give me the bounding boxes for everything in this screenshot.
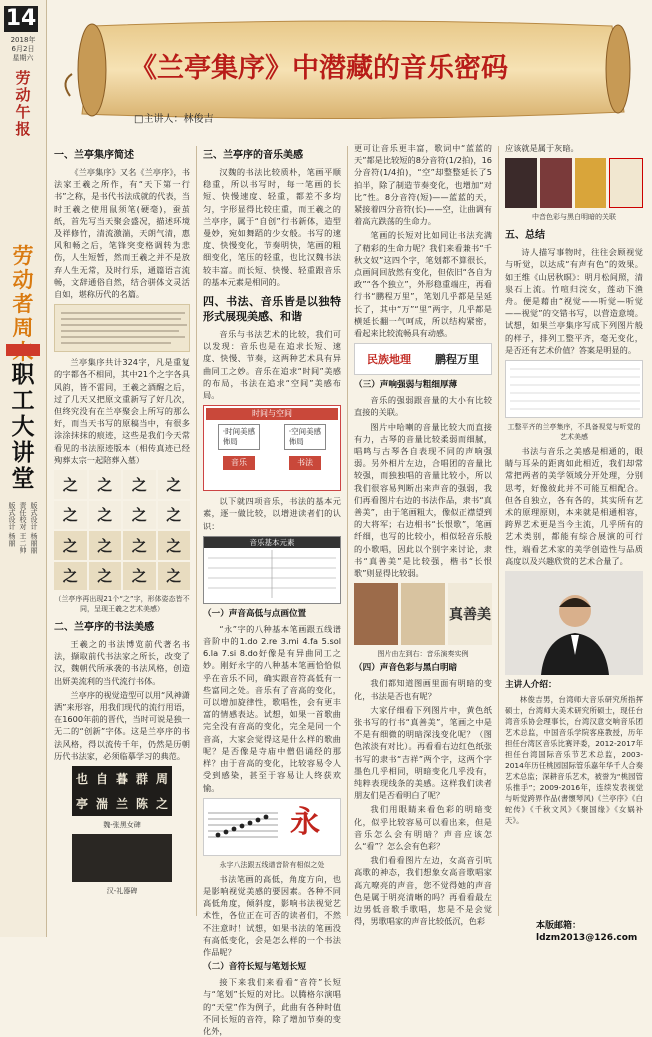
zhi-character-tile: 之 xyxy=(54,470,87,499)
column-divider xyxy=(347,146,348,916)
column-divider xyxy=(498,146,499,916)
calligraphy-scroll-image xyxy=(54,304,190,352)
bio-label: 主讲人介绍： xyxy=(505,680,557,691)
image-caption: 魏-张黑女碑 xyxy=(103,821,141,830)
image-caption: （兰亭序再出现21个“之”字，形体姿态皆不同，呈现王羲之艺术美感） xyxy=(54,595,190,614)
calligraphy-sample: 民族地理 xyxy=(367,353,411,367)
paragraph: 大家仔细看下列图片中，黄色纸张书写的行书“真善美”，笔画之中是不是有细微的明暗深浅变化呢？（图色浓淡有对比）。再看看右边红色纸张书写的隶书“吉祥”两个字，这两个字墨色几乎相同，明暗变化几乎没有，纯粹表现线条的美感。这样我们读者朋友们是否看明白了呢？ xyxy=(354,704,492,801)
table-header: 音乐基本元素 xyxy=(204,537,340,548)
time-space-diagram xyxy=(203,405,341,491)
paragraph: 以下就四项音乐，书法的基本元素，逐一做比较，以增进读者们的认识： xyxy=(203,496,341,531)
title-banner xyxy=(52,12,640,130)
neat-lanting-grid xyxy=(505,360,643,418)
rubbing-char: 也 xyxy=(75,772,88,787)
column-divider xyxy=(196,146,197,916)
zhi-character-tile: 之 xyxy=(89,531,122,560)
diagram-right-box: ·空间美感 佈局 xyxy=(284,424,326,450)
paragraph: 应该就是属于灰暗。 xyxy=(505,143,579,153)
rubbing-char: 陈 xyxy=(135,797,148,812)
rubbing-char: 兰 xyxy=(115,797,128,812)
calligraphy-sample: 鹏程万里 xyxy=(435,353,479,367)
photo-singer-2 xyxy=(540,158,572,208)
paragraph: 音乐的强弱跟音量的大小有比较直接的关联。 xyxy=(354,395,492,418)
calligraphy-strokes xyxy=(55,305,191,351)
rubbing-liqi xyxy=(72,834,172,882)
diagram-body xyxy=(206,424,338,450)
calligraphy-comparison-strip xyxy=(354,343,492,375)
zhi-character-tile: 之 xyxy=(123,501,156,530)
column-title: 职工大讲堂 xyxy=(11,362,35,492)
paragraph: 笔画的长短对比如同让书法充满了精彩的生命力呢？我们来看兼书“千秋文奴”这四个字，笔划都不算很长，点画间回放然有变化，但依旧“各自为政”“各个独立”，外形稳重端庄，再看行书“鹏程万里”，笔划几乎都是呈延长了，其中“万”“里”两字，几乎都是横延长翻一气呵成，所以结构紧密，看起来比较流畅具有动感。 xyxy=(354,230,492,339)
subsection-heading: （二）音符长短与笔划长短 xyxy=(203,962,307,973)
yong-character: 永 xyxy=(290,804,320,840)
rubbing-char: 之 xyxy=(155,797,168,812)
section-heading: 五、总结 xyxy=(505,230,545,242)
speaker-line: □主讲人：林俊吉 xyxy=(134,114,214,125)
rubbing-char: 暮 xyxy=(115,772,128,787)
paragraph: 《兰亭集序》又名《兰亭序》，书法家王羲之所作，有“天下第一行书”之称，是书代书法成就的代表，当时王羲之使用鼠须笔(硬毫)，蚕茧纸，首先写当天聚会盛况，描述环境及祥修竹，清流激湍，天朗气清，惠风和畅之后，笔锋突变格调转为悲伤，人生短暂，然而王羲之并不是放弃人生无常，及时行乐，通篇语言流畅，文辞通俗自然，结合骈体文灵活自如，堪称历代的名篇。 xyxy=(54,167,190,300)
image-caption: 工整平齐的兰亭集序，不具备视觉与听觉的艺术美感 xyxy=(507,423,641,442)
zhi-character-tile: 之 xyxy=(89,470,122,499)
portrait-figure xyxy=(505,571,643,675)
tag-calligraphy: 书法 xyxy=(289,456,321,470)
subsection-heading: （三）声响强弱与粗细厚薄 xyxy=(354,380,458,391)
footer-email: 本版邮箱：ldzm2013@126.com xyxy=(536,921,638,943)
zhi-character-tile: 之 xyxy=(123,531,156,560)
image-caption: 汉-礼器碑 xyxy=(106,887,138,896)
paragraph: 我们都知道图画里面有明暗的变化，书法是否也有呢？ xyxy=(354,678,492,701)
section-heading: 三、兰亭序的音乐美感 xyxy=(203,150,303,161)
paragraph: 音乐与书法艺术的比较，我们可以发现：音乐也是在追求长短、速度、快慢、节奏，这两种艺术具有异曲同工之妙。音乐在追求“时间”美感的布局，书法在追求“空间”美感布局。 xyxy=(203,329,341,401)
rubbing-char: 群 xyxy=(135,772,148,787)
column-2 xyxy=(203,142,341,1036)
zhi-character-tile: 之 xyxy=(158,531,191,560)
zhi-character-tile: 之 xyxy=(89,501,122,530)
rubbing-char: 湍 xyxy=(95,797,108,812)
zhi-character-grid xyxy=(54,470,190,590)
image-caption: 图片由左到右：音乐演奏实例 xyxy=(377,650,469,659)
photo-calligraphy-red xyxy=(609,158,643,208)
column-3 xyxy=(354,142,492,932)
column-1 xyxy=(54,142,190,932)
paragraph: 王羲之的书法博览前代著名书法，撷取前代书法家之所长，改变了汉，魏朝代所承袭的书法风格，创造出妍美流利的当代流行书体。 xyxy=(54,639,190,686)
issue-date: 2018年 6月2日 星期六 xyxy=(10,36,36,62)
photo-singer-1 xyxy=(505,158,537,208)
singer-photos xyxy=(505,158,643,208)
speaker-bio: 林俊吉男，台湾师大音乐研究所指挥硕士，台湾师大美术研究所硕士，现任台湾音乐协会理事长，台湾汉意交响音乐团艺术总监，中国音乐学院客座教授，历年担任台湾区音乐比赛评委，2012-2017年担任台湾国际音乐节艺术总监，2003-2014年历任桃园国际管乐嘉年华千人合奏艺术总监；深耕音乐艺术，被誉为“桃园管乐推手”；2009-2016年，连续发表视觉与听觉跨界作品(書懷琴风)《兰亭序》《白蛇传》《千秋文风》《聚国缘》《女娲补天》。 xyxy=(505,695,643,826)
column-4 xyxy=(505,142,643,916)
photo-ensemble xyxy=(354,583,398,645)
diagram-tags xyxy=(206,456,338,470)
staff-lines xyxy=(204,799,342,855)
photo-calligraphy-yellow xyxy=(575,158,607,208)
diagram-header: 时间与空间 xyxy=(206,408,338,420)
speaker-portrait xyxy=(505,571,643,675)
image-caption: 永字八法跟五线谱音阶有相似之处 xyxy=(219,860,325,869)
paragraph: 书法笔画的高低，角度方向，也是影响视觉美感的要因素。各种不同高低角度，倾斜度，影响书法视觉艺术性，各位正在可否的读者们，不然不注意时！试想，如果书法的笔画没有高低变化，会是怎么样的一个书法作品呢？ xyxy=(203,873,341,957)
paragraph: 汉魏的书法比较质朴，笔画平顺稳重，所以书写时，每一笔画的长短、快慢速度、轻重，都差不多均匀，字形显得比较庄重，而王羲之的兰亭序，属于“自创”行书新体，造型曼妙，宛如舞蹈的少女般。书写的速度、快慢变化，节奏明快，笔画的粗细变化，笔压的轻重，也比汉魏书法较丰富。而长短、快慢、轻重跟音乐的基本元素是相同的。 xyxy=(203,167,341,287)
paragraph: 更可让音乐更丰富，歌词中“蓝蓝的天”都是比较短的8分音符(1/2拍)，16分音符(1/4拍)，“空”却整整延长了5拍半，除了制造节奏变化，也增加“对比”性。8分音符(短)——蓝蓝的天，紧接着四分音符(长)——空，让曲调有着高亢跌荡的生命力。 xyxy=(354,143,492,227)
zhi-character-tile: 之 xyxy=(158,562,191,591)
zhi-character-tile: 之 xyxy=(158,470,191,499)
paragraph: 图片中哈喇的音量比较大而直接有力，古琴的音量比较柔弱而细腻，唱鸣与古琴各自表现不同的声响强弱。另外相片左边，合唱团的音量比较强，而独独唱的音量比较小，所以我们很容易判断出来声音的强弱，我们再看图片右边的书法作品，隶书“真善美”，由于笔画粗大，像似正襟望到的大将军；右边相书“长恨歌”，笔画纤细，也写的比较小，相似轻音乐般的小歌唱，因此以个别字来讨论，隶书“真善美”是比较强，楷书“长恨歌”则显得比较弱。 xyxy=(354,421,492,579)
yong-staff-figure xyxy=(203,798,341,856)
diagram-left-box: ·时间美感 佈局 xyxy=(218,424,260,450)
section-heading: 一、兰亭集序简述 xyxy=(54,150,134,161)
rubbing-zhang-heinv xyxy=(72,766,172,816)
zhi-character-tile: 之 xyxy=(158,501,191,530)
zhi-character-tile: 之 xyxy=(54,501,87,530)
paragraph: “永”字的八种基本笔画跟五线谱音阶中的1.do 2.re 3.mi 4.fa 5.sol 6.la 7.si 8.do好像是有异曲同工之妙。刚好永字的八种基本笔画恰恰似乎在音乐不同，确实跟音符高低有一些富同之处。音乐有了音高的变化，可以增加旋律性，歌唱性，会有更丰富的情感表达。试想，如果一首歌曲完全没有音高的变化，完全是同一个音高，大家会觉得这是什么样的歌曲呢？是否像是寺庙中僧侣诵经的那样？由于音高的变化，比较容易令人受到感染，甚至于容易让人终获欢愉。 xyxy=(203,623,341,793)
paragraph: 诗人描写事物时，往往会顾视觉与听觉，以达成“有声有色”的效果。如王维《山居秋暝》：明月松间照，清泉石上流。竹喧归浣女，莲动下渔舟。便是藉由“视觉——听觉—听觉——视觉”的交错书写，以营造意境。试想，如果兰亭集序写成下列图片般的样子，排列工整平齐，毫无变化，是否还有艺术价值？答案是明显的。 xyxy=(505,247,643,355)
page-number: 14 xyxy=(5,6,37,31)
music-elements-table xyxy=(203,536,341,604)
paragraph: 兰亭集序共计324字，凡是重复的字都各不相同，其中21个之字各具风韵，皆不雷同，王羲之酒醒之后，过了几天又把原文重新写了好几次，但终究没有在兰亭聚会上所写的那么好，而当天书写的原稿当中，有很多涂涂抹抹的痕迹，这些是我们今天常看见的书法原迹版本（相传真迹已经殉葬太宗一起陪葬入墓） xyxy=(54,357,190,465)
section-divider-bar xyxy=(6,344,40,356)
rubbing-char: 亭 xyxy=(75,797,88,812)
zhi-character-tile: 之 xyxy=(89,562,122,591)
zhi-character-tile: 之 xyxy=(123,470,156,499)
image-caption: 中音色彩与黑白明暗的关联 xyxy=(532,213,616,222)
zhi-character-tile: 之 xyxy=(123,562,156,591)
subsection-heading: （四）声音色彩与黑白明暗 xyxy=(354,663,458,674)
paragraph: 书法与音乐之美感是相通的，眼睛与耳朵的距离如此相近，我们却常常把两者的美学领域分开处理，分别思考，好像彼此并不可能互相配合。但各自独立，各有各的，其实所有艺术的原理原则，本来就是相通相容，跨界艺术更是当今主流，几乎所有的艺术类别，都能有综合展演的可行性，端看艺术家的美学创造性与品质高度以及兴趣欣赏的艺术合量了。 xyxy=(505,446,643,566)
paper-logo: 劳动午报 xyxy=(15,69,31,138)
paragraph: 我们用眼睛来看色彩的明暗变化，似乎比较容易可以看出来，但是音乐怎么会有明暗？声音应该怎么“看”？怎么会有色彩？ xyxy=(354,804,492,851)
zhi-character-tile: 之 xyxy=(54,531,87,560)
staff-credits: 版式设计 杨丽丽 责任校对 王二帅 版式设计 杨丽 xyxy=(8,502,38,554)
masthead xyxy=(0,0,47,937)
weekly-section-title: 劳动者周 xyxy=(12,244,34,340)
performance-photos xyxy=(354,583,492,645)
section-heading: 二、兰亭序的书法美感 xyxy=(54,622,154,634)
section-heading: 四、书法、音乐皆是以独特形式展现美感、和谐 xyxy=(203,295,341,324)
paragraph: 兰亭序的视觉造型可以用“风神潇洒”来形容，用我们现代的流行用语，在1600年前的晋代，当时可说是独一无二的“创新”字体。这是兰亭序的书法风格，得以流传千年，仍然是历朝历代书法家，必须临摹学习的典范。 xyxy=(54,689,190,761)
tag-music: 音乐 xyxy=(223,456,255,470)
rubbing-char: 自 xyxy=(95,772,108,787)
photo-guqin xyxy=(401,583,445,645)
paragraph: 我们看看图片左边，女高音引吭高歌的神态，我们想象女高音歌唱家高亢嘹亮的声音，您不觉得她的声音色是属于明亮清晰的吗？再看看最左边男低音歌手歌唱，您是不是会觉得，男歌唱家的声音比较低沉，色彩 xyxy=(354,855,492,927)
table-grid xyxy=(204,548,340,600)
page-title: 《兰亭集序》中潜藏的音乐密码 xyxy=(130,53,508,84)
zhi-character-tile: 之 xyxy=(54,562,87,591)
subsection-heading: （一）声音高低与点画位置 xyxy=(203,608,307,619)
neat-grid-lines xyxy=(506,361,644,417)
photo-calligraphy-zhenshanmei: 真善美 xyxy=(448,583,492,645)
rubbing-char: 周 xyxy=(155,772,168,787)
paragraph: 接下来我们来看看“音符”长短与“笔划”长短的对比。以腾格尔演唱的“天堂”作为例子，此曲有各种时值不同长短的音符，除了增加节奏的变化外， xyxy=(203,977,341,1036)
